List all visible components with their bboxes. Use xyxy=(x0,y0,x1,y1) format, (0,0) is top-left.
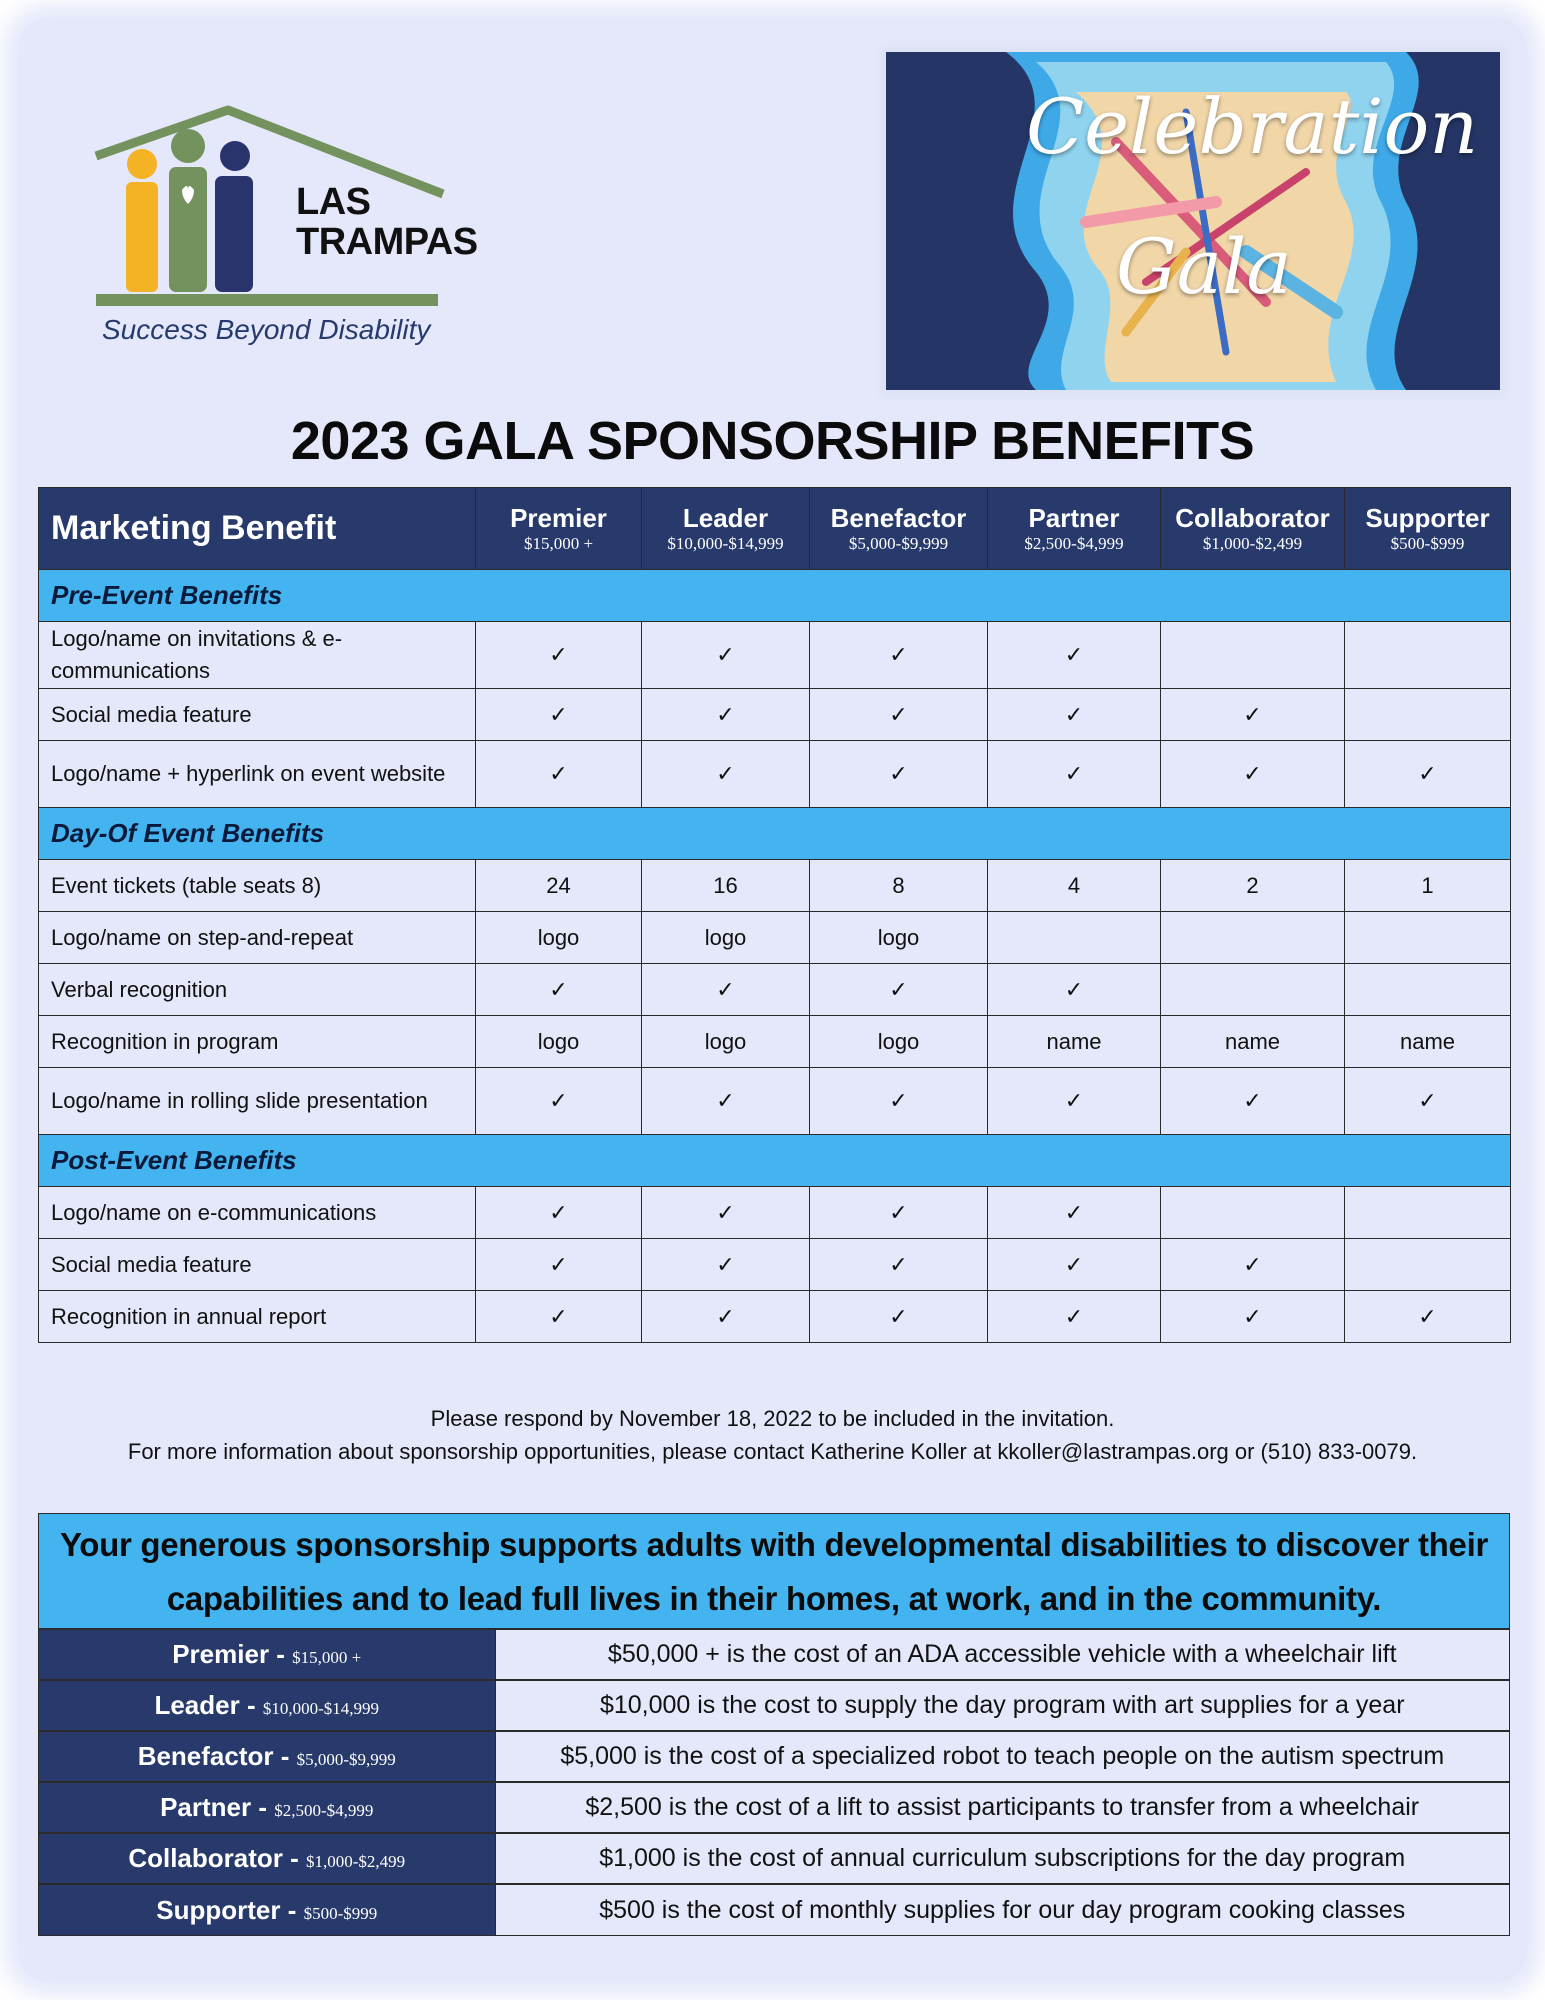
checkmark-icon: ✓ xyxy=(1345,741,1511,808)
checkmark-icon: ✓ xyxy=(1345,1068,1511,1135)
impact-row xyxy=(39,1884,1509,1935)
separator: - xyxy=(273,1741,297,1771)
checkmark-icon: ✓ xyxy=(988,622,1161,689)
checkmark-icon: ✓ xyxy=(642,622,810,689)
logo-name-line1: LAS xyxy=(296,181,371,223)
benefit-label: Logo/name in rolling slide presentation xyxy=(39,1068,476,1135)
benefit-value: 4 xyxy=(988,860,1161,912)
checkmark-icon: ✓ xyxy=(642,689,810,741)
table-row xyxy=(39,741,1511,808)
checkmark-icon: ✓ xyxy=(1345,1291,1511,1343)
checkmark-icon: ✓ xyxy=(810,689,988,741)
tier-name: Collaborator xyxy=(1175,502,1330,533)
header-tier-leader xyxy=(642,488,810,570)
contact-note xyxy=(18,1402,1527,1468)
las-trampas-logo xyxy=(78,90,478,370)
tier-range: $2,500-$4,999 xyxy=(1024,533,1124,553)
checkmark-icon: ✓ xyxy=(1161,689,1345,741)
tier-range: $10,000-$14,999 xyxy=(667,533,784,553)
impact-tier-name: Benefactor xyxy=(137,1741,274,1771)
impact-tier-range: $5,000-$9,999 xyxy=(296,1750,396,1769)
logo-wordmark xyxy=(296,182,478,262)
benefit-value xyxy=(1345,964,1511,1016)
benefit-value: 24 xyxy=(476,860,642,912)
header-tier-supporter xyxy=(1345,488,1511,570)
benefit-value xyxy=(1161,964,1345,1016)
benefit-value: logo xyxy=(642,1016,810,1068)
table-header-row xyxy=(39,488,1511,570)
banner-title-line1: Celebration xyxy=(1026,82,1479,171)
impact-tier-name: Collaborator xyxy=(128,1843,283,1873)
impact-tier xyxy=(39,1629,495,1680)
header-tier-benefactor xyxy=(810,488,988,570)
checkmark-icon: ✓ xyxy=(810,1239,988,1291)
separator: - xyxy=(269,1639,293,1669)
section-title: Pre-Event Benefits xyxy=(39,570,1511,622)
benefit-label: Logo/name + hyperlink on event website xyxy=(39,741,476,808)
benefit-value: 16 xyxy=(642,860,810,912)
benefit-value: 1 xyxy=(1345,860,1511,912)
impact-tier xyxy=(39,1884,495,1935)
benefit-value xyxy=(1345,622,1511,689)
checkmark-icon: ✓ xyxy=(810,741,988,808)
checkmark-icon: ✓ xyxy=(642,1239,810,1291)
impact-row xyxy=(39,1731,1509,1782)
benefits-table xyxy=(38,487,1511,1343)
benefit-value xyxy=(1161,622,1345,689)
logo-tagline: Success Beyond Disability xyxy=(102,314,431,345)
impact-description: $5,000 is the cost of a specialized robot to teach people on the autism spectrum xyxy=(495,1731,1509,1782)
checkmark-icon: ✓ xyxy=(988,964,1161,1016)
checkmark-icon: ✓ xyxy=(476,622,642,689)
table-row xyxy=(39,912,1511,964)
benefit-value xyxy=(1161,1187,1345,1239)
tier-name: Leader xyxy=(682,502,769,533)
benefit-label: Logo/name on step-and-repeat xyxy=(39,912,476,964)
benefit-label: Verbal recognition xyxy=(39,964,476,1016)
impact-tier xyxy=(39,1833,495,1884)
impact-tier-name: Partner xyxy=(160,1792,252,1822)
benefit-value xyxy=(1161,912,1345,964)
header-tier-partner xyxy=(988,488,1161,570)
table-row xyxy=(39,689,1511,741)
benefit-value xyxy=(1345,689,1511,741)
checkmark-icon: ✓ xyxy=(810,964,988,1016)
sponsorship-impact-block xyxy=(38,1513,1510,1936)
page-title: 2023 GALA SPONSORSHIP BENEFITS xyxy=(290,411,1255,471)
header-marketing-benefit: Marketing Benefit xyxy=(39,488,476,570)
impact-description: $2,500 is the cost of a lift to assist participants to transfer from a wheelchair xyxy=(495,1782,1509,1833)
tier-range: $15,000 + xyxy=(523,533,594,553)
checkmark-icon: ✓ xyxy=(476,741,642,808)
impact-tier-range: $15,000 + xyxy=(292,1648,362,1667)
section-title: Post-Event Benefits xyxy=(39,1135,1511,1187)
checkmark-icon: ✓ xyxy=(476,964,642,1016)
benefit-value xyxy=(1345,912,1511,964)
table-row xyxy=(39,1068,1511,1135)
checkmark-icon: ✓ xyxy=(476,1291,642,1343)
benefit-value xyxy=(1345,1239,1511,1291)
tier-range: $500-$999 xyxy=(1390,533,1465,553)
impact-tier xyxy=(39,1731,495,1782)
separator: - xyxy=(280,1894,304,1925)
impact-headline: Your generous sponsorship supports adults with developmental disabilities to discover their capabilities and to lead full lives in their homes, at work, and in the community. xyxy=(39,1514,1509,1628)
benefit-value: name xyxy=(1161,1016,1345,1068)
checkmark-icon: ✓ xyxy=(1161,741,1345,808)
benefit-value: logo xyxy=(642,912,810,964)
checkmark-icon: ✓ xyxy=(810,1187,988,1239)
impact-description: $500 is the cost of monthly supplies for our day program cooking classes xyxy=(495,1884,1509,1935)
impact-description: $50,000 + is the cost of an ADA accessible vehicle with a wheelchair lift xyxy=(495,1629,1509,1680)
benefit-value xyxy=(1345,1187,1511,1239)
header-tier-premier xyxy=(476,488,642,570)
checkmark-icon: ✓ xyxy=(810,1068,988,1135)
tier-name: Partner xyxy=(1028,502,1120,533)
checkmark-icon: ✓ xyxy=(476,689,642,741)
checkmark-icon: ✓ xyxy=(642,1291,810,1343)
separator: - xyxy=(251,1792,275,1822)
benefit-value: 2 xyxy=(1161,860,1345,912)
section-header-row xyxy=(39,1135,1511,1187)
celebration-gala-banner xyxy=(886,52,1500,390)
impact-tier-name: Leader xyxy=(154,1690,240,1720)
checkmark-icon: ✓ xyxy=(810,622,988,689)
checkmark-icon: ✓ xyxy=(988,689,1161,741)
tier-name: Premier xyxy=(510,502,607,533)
benefit-value: logo xyxy=(476,912,642,964)
impact-tier-range: $1,000-$2,499 xyxy=(306,1852,406,1871)
checkmark-icon: ✓ xyxy=(988,1187,1161,1239)
benefit-label: Social media feature xyxy=(39,689,476,741)
section-header-row xyxy=(39,808,1511,860)
section-header-row xyxy=(39,570,1511,622)
respond-by-text: Please respond by November 18, 2022 to be included in the invitation. xyxy=(430,1406,1115,1431)
checkmark-icon: ✓ xyxy=(988,1068,1161,1135)
impact-tier-range: $500-$999 xyxy=(303,1903,378,1923)
checkmark-icon: ✓ xyxy=(476,1068,642,1135)
benefit-label: Recognition in program xyxy=(39,1016,476,1068)
checkmark-icon: ✓ xyxy=(642,1068,810,1135)
impact-tier-name: Supporter xyxy=(156,1894,281,1925)
impact-tier xyxy=(39,1680,495,1731)
flyer-page xyxy=(18,18,1527,1982)
benefit-value xyxy=(988,912,1161,964)
impact-row xyxy=(39,1629,1509,1680)
table-row xyxy=(39,964,1511,1016)
table-row xyxy=(39,860,1511,912)
benefit-value: logo xyxy=(476,1016,642,1068)
impact-description: $1,000 is the cost of annual curriculum subscriptions for the day program xyxy=(495,1833,1509,1884)
checkmark-icon: ✓ xyxy=(988,741,1161,808)
impact-tier-name: Premier xyxy=(172,1639,270,1669)
checkmark-icon: ✓ xyxy=(988,1291,1161,1343)
logo-name-line2: TRAMPAS xyxy=(296,221,478,263)
benefit-value: logo xyxy=(810,912,988,964)
tier-name: Supporter xyxy=(1365,502,1490,533)
checkmark-icon: ✓ xyxy=(476,1187,642,1239)
impact-description: $10,000 is the cost to supply the day program with art supplies for a year xyxy=(495,1680,1509,1731)
checkmark-icon: ✓ xyxy=(1161,1068,1345,1135)
checkmark-icon: ✓ xyxy=(988,1239,1161,1291)
benefit-value: logo xyxy=(810,1016,988,1068)
benefit-label: Social media feature xyxy=(39,1239,476,1291)
table-row xyxy=(39,622,1511,689)
checkmark-icon: ✓ xyxy=(642,741,810,808)
checkmark-icon: ✓ xyxy=(810,1291,988,1343)
impact-row xyxy=(39,1833,1509,1884)
benefit-label: Recognition in annual report xyxy=(39,1291,476,1343)
table-row xyxy=(39,1291,1511,1343)
impact-tier-range: $2,500-$4,999 xyxy=(274,1801,374,1820)
table-row xyxy=(39,1187,1511,1239)
checkmark-icon: ✓ xyxy=(476,1239,642,1291)
tier-name: Benefactor xyxy=(830,502,967,533)
impact-row xyxy=(39,1680,1509,1731)
impact-row xyxy=(39,1782,1509,1833)
checkmark-icon: ✓ xyxy=(1161,1291,1345,1343)
benefit-value: name xyxy=(988,1016,1161,1068)
benefit-value: name xyxy=(1345,1016,1511,1068)
separator: - xyxy=(239,1690,263,1720)
benefit-label: Event tickets (table seats 8) xyxy=(39,860,476,912)
benefit-label: Logo/name on e-communications xyxy=(39,1187,476,1239)
table-row xyxy=(39,1016,1511,1068)
header-tier-collaborator xyxy=(1161,488,1345,570)
checkmark-icon: ✓ xyxy=(642,1187,810,1239)
contact-info-text: For more information about sponsorship opportunities, please contact Katherine Koller at kkoller@lastrampas.org or (510) 833-0079. xyxy=(127,1439,1418,1464)
separator: - xyxy=(282,1843,306,1873)
banner-title-line2: Gala xyxy=(1116,222,1292,311)
impact-tier xyxy=(39,1782,495,1833)
tier-range: $5,000-$9,999 xyxy=(848,533,949,553)
tier-range: $1,000-$2,499 xyxy=(1202,533,1303,553)
impact-tier-range: $10,000-$14,999 xyxy=(262,1699,380,1718)
section-title: Day-Of Event Benefits xyxy=(39,808,1511,860)
checkmark-icon: ✓ xyxy=(642,964,810,1016)
benefit-value: 8 xyxy=(810,860,988,912)
benefit-label: Logo/name on invitations & e-communications xyxy=(39,622,476,689)
impact-table xyxy=(39,1628,1509,1935)
checkmark-icon: ✓ xyxy=(1161,1239,1345,1291)
table-row xyxy=(39,1239,1511,1291)
